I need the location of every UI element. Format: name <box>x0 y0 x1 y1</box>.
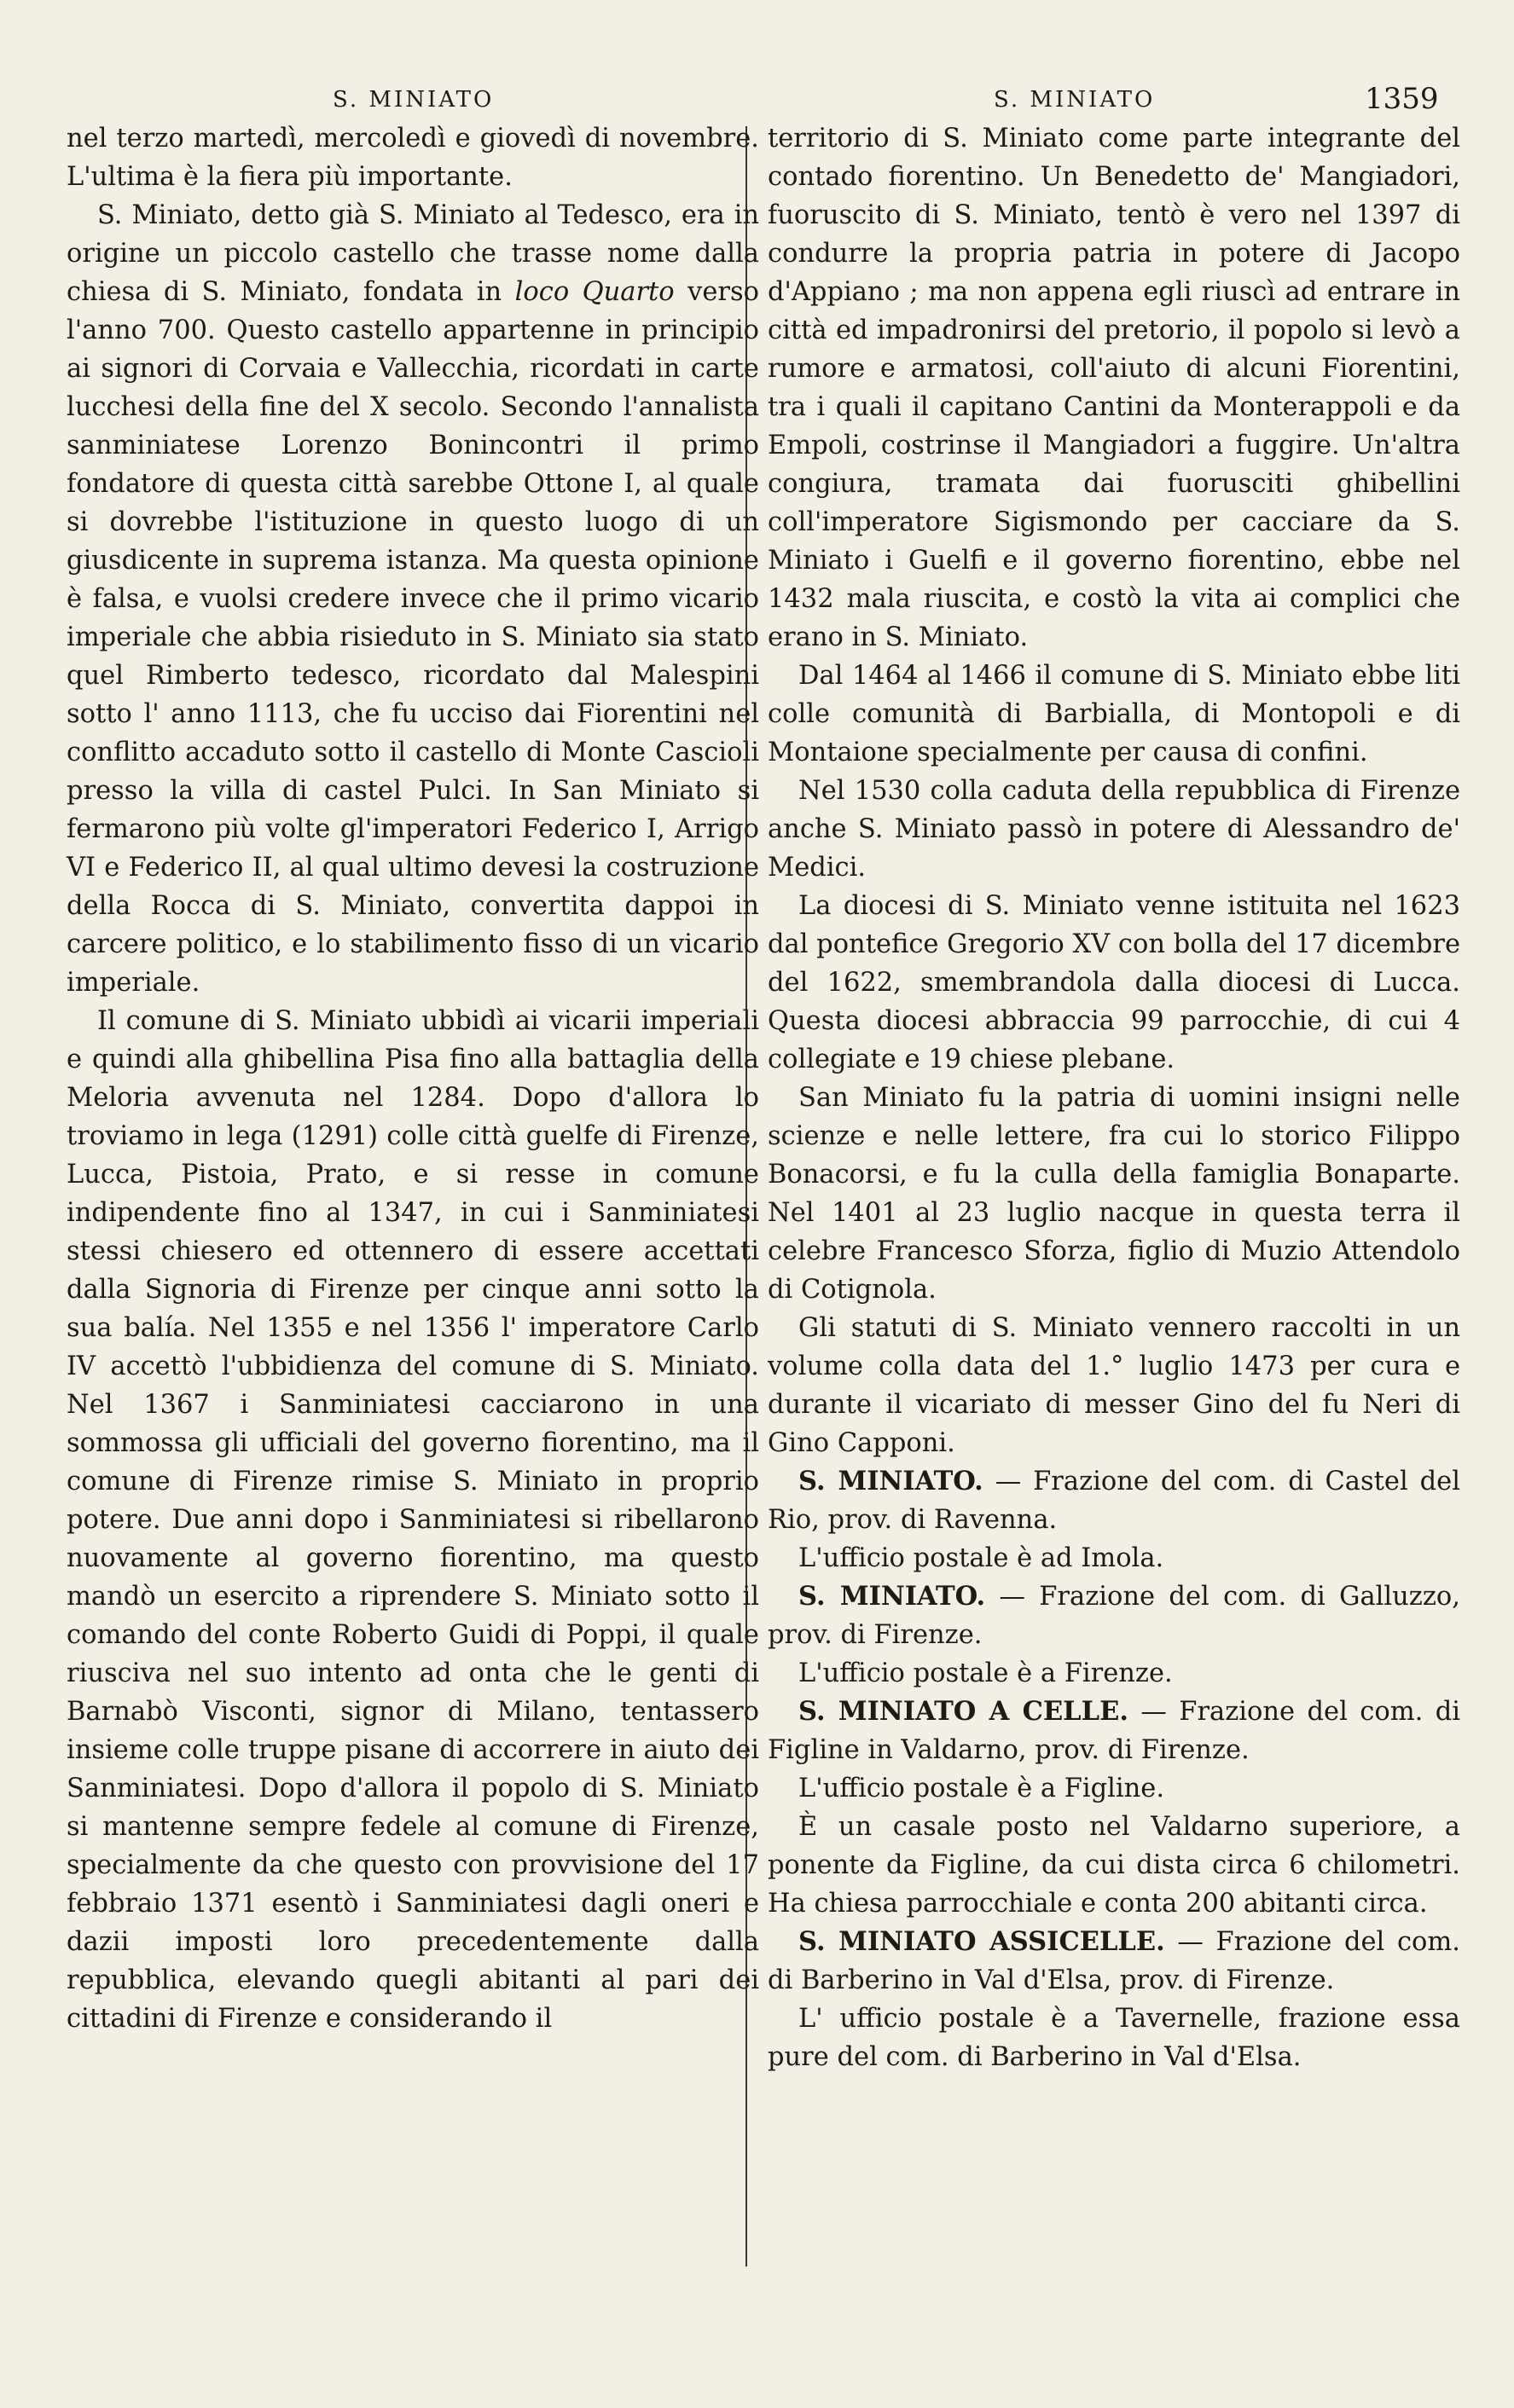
paragraph-fair: nel terzo martedì, mercoledì e giovedì di novembre. L'ultima è la fiera più importante. <box>67 124 759 192</box>
entry-text: — Frazione del com. di Barberino in Val d'Elsa, prov. di Firenze. <box>768 1927 1460 1995</box>
entry-galluzzo <box>768 1577 1460 1654</box>
paragraph-commune: Il comune di S. Miniato ubbidì ai vicarii imperiali e quindi alla ghibellina Pisa fino alla battaglia della Meloria avvenuta nel 1284. Dopo d'allora lo troviamo in lega (1291) colle città guelfe di Firenze, Lucca, Pistoia, Prato, e si resse in comune indipendente fino al 1347, in cui i Sanminiatesi stessi chiesero ed ottennero di essere accettati dalla Signoria di Firenze per cinque anni sotto la sua balía. Nel 1355 e nel 1356 l' imperatore Carlo IV accettò l'ubbidienza del comune di S. Miniato. Nel 1367 i Sanminiatesi cacciarono in una sommossa gli ufficiali del governo fiorentino, ma il comune di Firenze rimise S. Miniato in proprio potere. Due anni dopo i Sanminiatesi si ribellarono nuovamente al governo fiorentino, ma questo mandò un esercito a riprendere S. Miniato sotto il comando del conte Roberto Guidi di Poppi, il quale riusciva nel suo intento ad onta che le genti di Barnabò Visconti, signor di Milano, tentassero insieme colle truppe pisane di accorrere in aiuto dei Sanminiatesi. Dopo d'allora il popolo di S. Miniato si mantenne sempre fedele al comune di Firenze, specialmente da che questo con provvisione del 17 febbraio 1371 esentò i Sanminiatesi dagli oneri e dazii imposti loro precedentemente dalla repubblica, elevando quegli abitanti al pari dei cittadini di Firenze e considerando il <box>67 1006 759 2034</box>
paragraph-disputes: Dal 1464 al 1466 il comune di S. Miniato ebbe liti colle comunità di Barbialla, di Montopoli e di Montaione specialmente per causa di confini. <box>768 661 1460 767</box>
entry-text: — Frazione del com. di Castel del Rio, prov. di Ravenna. <box>768 1467 1460 1535</box>
entry-heading: S. MINIATO. <box>798 1581 986 1612</box>
running-header-left: S. MINIATO <box>333 87 495 113</box>
paragraph-statutes: Gli statuti di S. Miniato vennero raccolti in un volume colla data del 1.° luglio 1473 per cura e durante il vicariato di messer Gino del fu Neri di Gino Capponi. <box>768 1313 1460 1458</box>
entry-postal-note: L' ufficio postale è a Tavernelle, frazione essa pure del com. di Barberino in Val d'Elsa. <box>768 2004 1460 2072</box>
entry-heading: S. MINIATO. <box>798 1466 983 1496</box>
origins-text-b: verso l'anno 700. Questo castello appartenne in principio ai signori di Corvaia e Vallecchia, ricordati in carte lucchesi della fine del X secolo. Secondo l'annalista sanminiatese Lorenzo Bonincontri il primo fondatore di questa città sarebbe Ottone I, al quale si dovrebbe l'istituzione in questo luogo di un giusdicente in suprema istanza. Ma questa opinione è falsa, e vuolsi credere invece che il primo vicario imperiale che abbia risieduto in S. Miniato sia stato quel Rimberto tedesco, ricordato dal Malespini sotto l' anno 1113, che fu ucciso dai Fiorentini nel conflitto accaduto sotto il castello di Monte Cascioli presso la villa di castel Pulci. In San Miniato si fermarono più volte gl'imperatori Federico I, Arrigo VI e Federico II, al qual ultimo devesi la costruzione della Rocca di S. Miniato, convertita dappoi in carcere politico, e lo stabilimento fisso di un vicario imperiale. <box>67 277 760 998</box>
entry-description: È un casale posto nel Valdarno superiore, a ponente da Figline, da cui dista circa 6 chilometri. Ha chiesa parrocchiale e conta 200 abitanti circa. <box>768 1812 1460 1919</box>
entry-postal-note: L'ufficio postale è a Figline. <box>798 1774 1165 1803</box>
running-header-right: S. MINIATO <box>994 87 1156 113</box>
paragraph-diocese: La diocesi di S. Miniato venne istituita nel 1623 dal pontefice Gregorio XV con bolla del 17 dicembre del 1622, smembrandola dalla diocesi di Lucca. Questa diocesi abbraccia 99 parrocchie, di cui 4 collegiate e 19 chiese plebane. <box>768 891 1460 1074</box>
paragraph-notables: San Miniato fu la patria di uomini insigni nelle scienze e nelle lettere, fra cui lo storico Filippo Bonacorsi, e fu la culla della famiglia Bonaparte. Nel 1401 al 23 luglio nacque in questa terra il celebre Francesco Sforza, figlio di Muzio Attendolo di Cotignola. <box>768 1083 1460 1305</box>
entry-assicelle <box>768 1923 1460 2000</box>
entry-postal-note: L'ufficio postale è ad Imola. <box>798 1543 1164 1573</box>
entry-castel-del-rio <box>768 1462 1460 1539</box>
paragraph-continued: territorio di S. Miniato come parte integrante del contado fiorentino. Un Benedetto de' Mangiadori, fuoruscito di S. Miniato, tentò è vero nel 1397 di condurre la propria patria in potere di Jacopo d'Appiano ; ma non appena egli riuscì ad entrare in città ed impadronirsi del pretorio, il popolo si levò a rumore e armatosi, coll'aiuto di alcuni Fiorentini, tra i quali il capitano Cantini da Monterappoli e da Empoli, costrinse il Mangiadori a fuggire. Un'altra congiura, tramata dai fuorusciti ghibellini coll'imperatore Sigismondo per cacciare da S. Miniato i Guelfi e il governo fiorentino, ebbe nel 1432 mala riuscita, e costò la vita ai complici che erano in S. Miniato. <box>768 124 1460 652</box>
entry-heading: S. MINIATO ASSICELLE. <box>798 1926 1165 1957</box>
left-column <box>67 119 759 2038</box>
origins-text-a: S. Miniato, detto già S. Miniato al Tedesco, era in origine un piccolo castello che trasse nome dalla chiesa di S. Miniato, fondata in <box>67 200 759 307</box>
page-number: 1359 <box>1365 82 1439 116</box>
entry-postal-note: L'ufficio postale è a Firenze. <box>798 1658 1173 1688</box>
entry-heading: S. MINIATO A CELLE. <box>798 1696 1128 1727</box>
right-column <box>768 119 1460 2076</box>
entry-text: — Frazione del com. di Figline in Valdarno, prov. di Firenze. <box>768 1697 1460 1765</box>
paragraph-medici: Nel 1530 colla caduta della repubblica di Firenze anche S. Miniato passò in potere di Alessandro de' Medici. <box>768 776 1460 883</box>
entry-text: — Frazione del com. di Galluzzo, prov. di Firenze. <box>768 1582 1460 1650</box>
paragraph-origins <box>67 196 759 1002</box>
origins-italic-term: loco Quarto <box>514 277 675 307</box>
entry-a-celle <box>768 1693 1460 1769</box>
